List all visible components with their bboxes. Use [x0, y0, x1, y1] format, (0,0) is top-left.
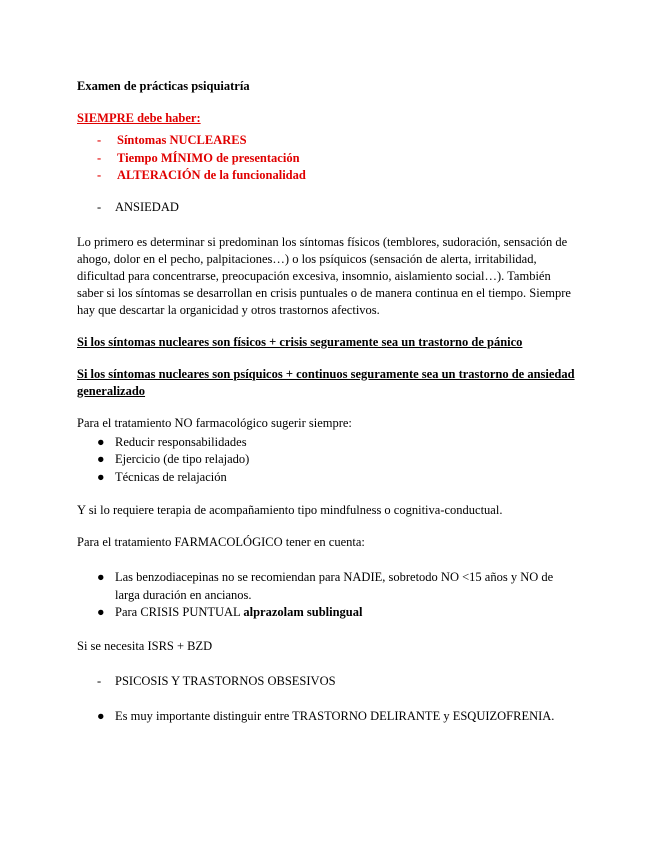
list-item: ● Ejercicio (de tipo relajado) — [77, 451, 577, 469]
siempre-list — [77, 132, 577, 185]
list-item: ● Técnicas de relajación — [77, 469, 577, 487]
document-page — [77, 78, 577, 741]
no-farma-intro: Para el tratamiento NO farmacológico sugerir siempre: — [77, 415, 352, 430]
bullet-marker: ● — [97, 605, 105, 619]
bullet-marker: ● — [97, 434, 105, 449]
list-item: ● Es muy importante distinguir entre TRASTORNO DELIRANTE y ESQUIZOFRENIA. — [77, 708, 577, 726]
panico-rule: Si los síntomas nucleares son físicos + crisis seguramente sea un trastorno de pánico — [77, 334, 523, 349]
dash-marker: - — [97, 168, 102, 182]
bullet-marker: ● — [97, 452, 105, 466]
siempre-item: - ALTERACIÓN de la funcionalidad — [77, 167, 577, 185]
list-item: ● Reducir responsabilidades — [77, 434, 577, 452]
siempre-item: - Síntomas NUCLEARES — [77, 132, 577, 150]
bullet-marker: ● — [97, 469, 105, 484]
isrs-text: Si se necesita ISRS + BZD — [77, 638, 213, 653]
tag-rule: Si los síntomas nucleares son psíquicos + continuos seguramente sea un trastorno de ansiedad generalizado — [77, 366, 575, 398]
dash-marker: - — [97, 673, 102, 688]
siempre-item: - Tiempo MÍNIMO de presentación — [77, 150, 577, 168]
no-farma-list — [77, 434, 577, 487]
section-heading-ansiedad: - ANSIEDAD — [97, 199, 179, 214]
list-item: ● Para CRISIS PUNTUAL alprazolam sublingual — [77, 604, 577, 622]
farma-intro: Para el tratamiento FARMACOLÓGICO tener en cuenta: — [77, 535, 365, 549]
terapia-text: Y si lo requiere terapia de acompañamiento tipo mindfulness o cognitiva-conductual. — [77, 503, 503, 517]
bullet-marker: ● — [97, 570, 105, 584]
intro-paragraph: Lo primero es determinar si predominan los síntomas físicos (temblores, sudoración, sensación de ahogo, dolor en el pecho, palpitaciones…) o los psíquicos (sensación de alerta, irritabilidad, dificultad para concentrarse, preocupación excesiva, insomnio, aislamiento social…). También saber si los síntomas se desarrollan en crisis puntuales o de manera continua en el tiempo. Siempre hay que descartar la organicidad y otros trastornos afectivos. — [77, 234, 571, 317]
document-title: Examen de prácticas psiquiatría — [77, 79, 250, 93]
dash-marker: - — [97, 150, 102, 165]
list-item: ● Las benzodiacepinas no se recomiendan para NADIE, sobretodo NO <15 años y NO de larga duración en ancianos. — [97, 570, 554, 602]
drug-name: alprazolam sublingual — [243, 605, 363, 619]
farma-list — [77, 569, 577, 622]
psicosis-list — [77, 708, 577, 726]
siempre-heading: SIEMPRE debe haber: — [77, 111, 201, 125]
section-heading-psicosis: - PSICOSIS Y TRASTORNOS OBSESIVOS — [97, 673, 336, 688]
bullet-marker: ● — [97, 708, 105, 723]
dash-marker: - — [97, 199, 102, 214]
dash-marker: - — [97, 133, 102, 147]
